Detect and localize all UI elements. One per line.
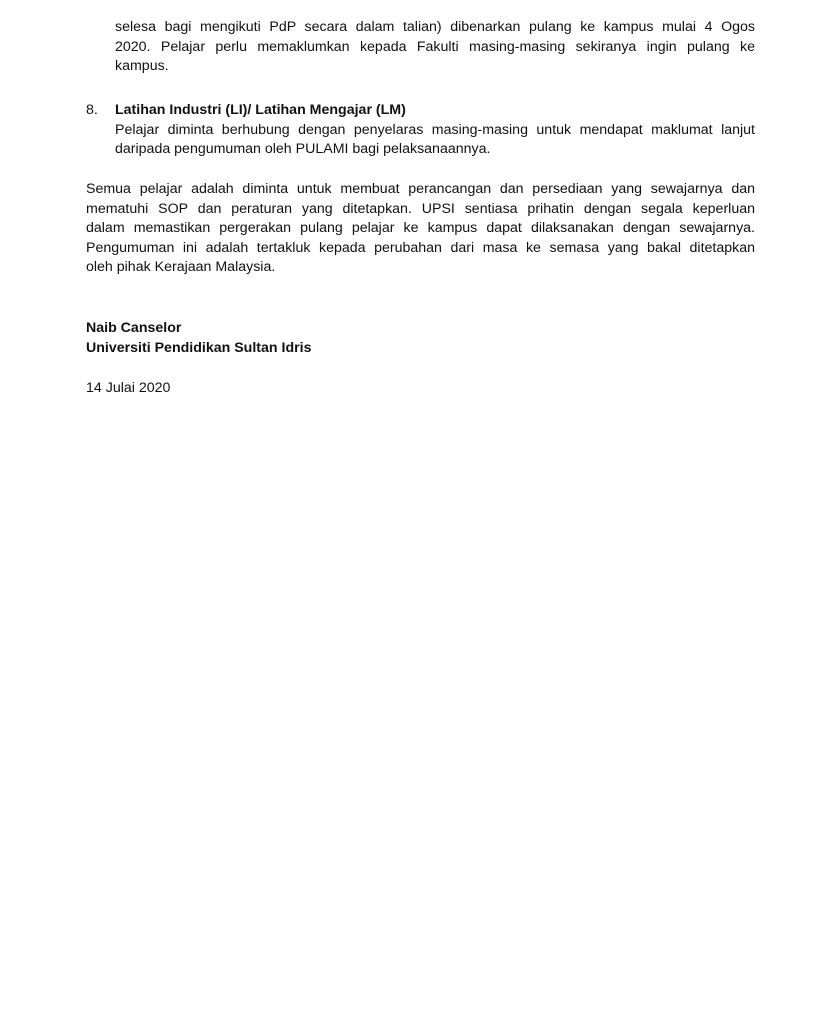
paragraph-line: daripada pengumuman oleh PULAMI bagi pelaksanaannya. bbox=[115, 141, 491, 158]
paragraph-line: 2020. Pelajar perlu memaklumkan kepada Fakulti masing-masing sekiranya ingin pulang ke bbox=[115, 38, 755, 55]
paragraph-line: mematuhi SOP dan peraturan yang ditetapkan. UPSI sentiasa prihatin dengan segala keperluan bbox=[86, 200, 755, 217]
signatory-institution: Universiti Pendidikan Sultan Idris bbox=[86, 339, 312, 356]
item8-section bbox=[115, 101, 755, 160]
paragraph-line: kampus. bbox=[115, 58, 169, 75]
closing-paragraph bbox=[86, 180, 755, 278]
signature-block bbox=[86, 319, 486, 358]
item7-continuation bbox=[115, 18, 755, 77]
paragraph-line: Pengumuman ini adalah tertakluk kepada perubahan dari masa ke semasa yang bakal ditetapkan bbox=[86, 239, 755, 256]
signatory-title: Naib Canselor bbox=[86, 320, 182, 336]
item8-heading: Latihan Industri (LI)/ Latihan Mengajar (LM) bbox=[115, 102, 406, 118]
paragraph-line: dalam memastikan pergerakan pulang pelajar ke kampus dapat dilaksanakan dengan sewajarnya. bbox=[86, 220, 755, 237]
item8-number: 8. bbox=[86, 102, 98, 118]
paragraph-line: Semua pelajar adalah diminta untuk membuat perancangan dan persediaan yang sewajarnya dan bbox=[86, 181, 755, 197]
document-date: 14 Julai 2020 bbox=[86, 380, 171, 396]
paragraph-line: selesa bagi mengikuti PdP secara dalam talian) dibenarkan pulang ke kampus mulai 4 Ogos bbox=[115, 19, 755, 35]
paragraph-line: oleh pihak Kerajaan Malaysia. bbox=[86, 259, 276, 276]
paragraph-line: Pelajar diminta berhubung dengan penyelaras masing-masing untuk mendapat maklumat lanjut bbox=[115, 121, 755, 138]
